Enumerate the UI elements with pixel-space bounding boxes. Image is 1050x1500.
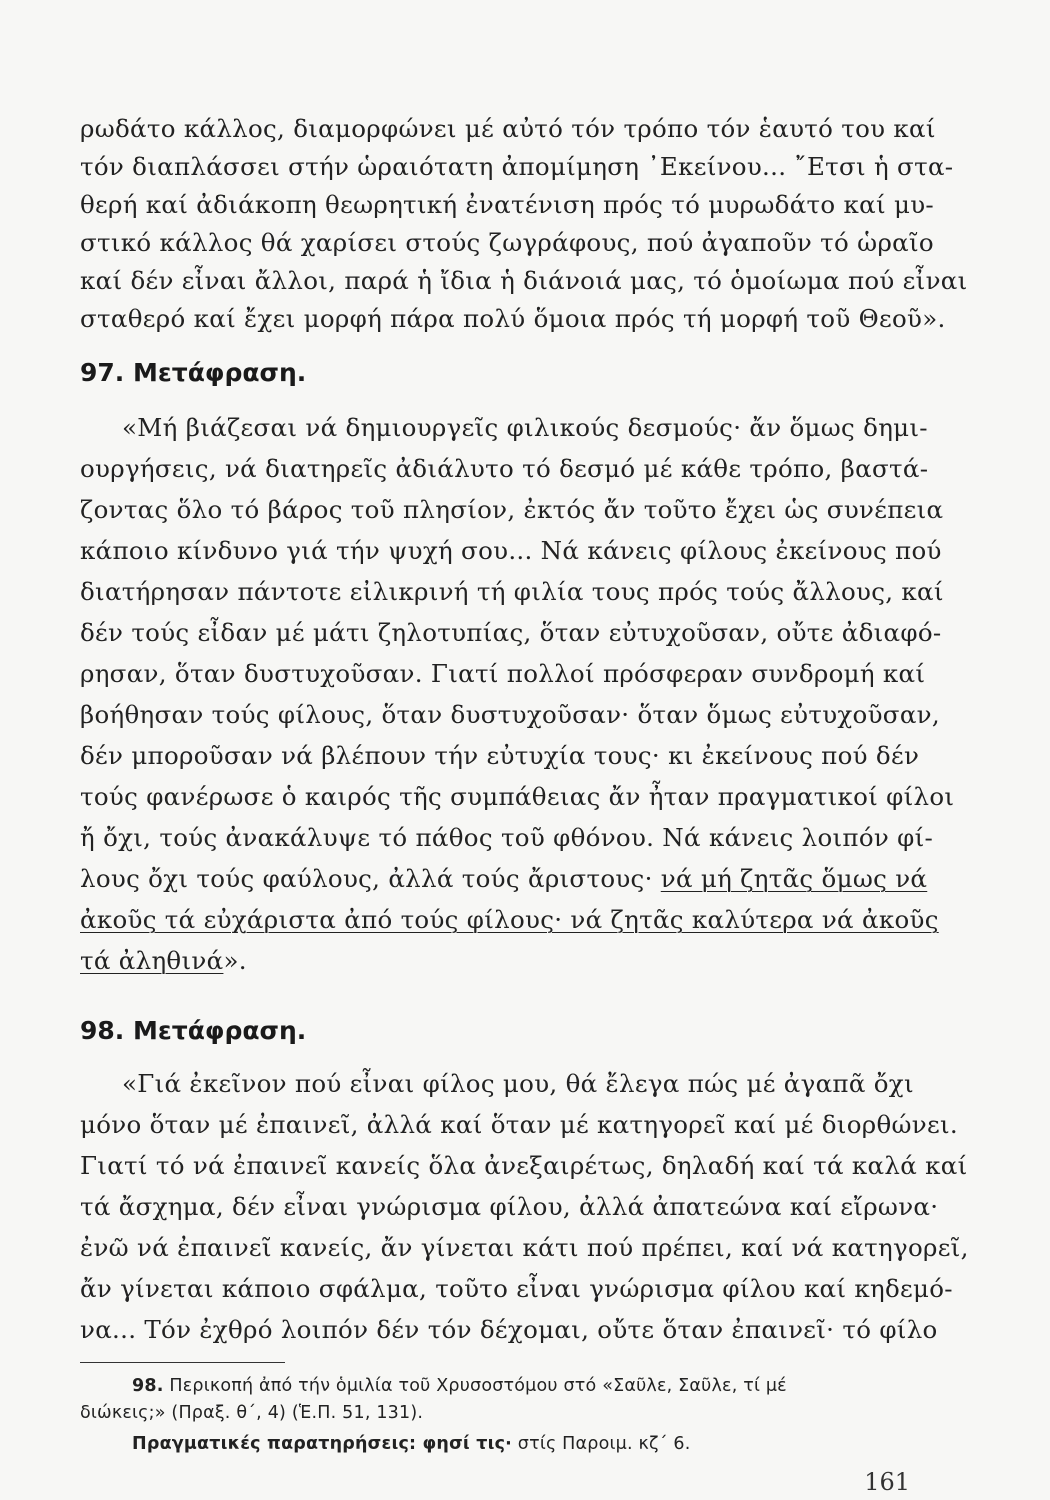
section-98-line-1: «Γιά ἐκεῖνον πού εἶναι φίλος μου, θά ἔλεγα πώς μέ ἀγαπᾶ ὄχι [122,1069,914,1098]
section-97-line-14 [80,946,960,975]
continuation-line-1: ρωδάτο κάλλος, διαμορφώνει μέ αὐτό τόν τρόπο τόν ἑαυτό του καί [80,114,936,143]
section-98-line-6: ἄν γίνεται κάποιο σφάλμα, τοῦτο εἶναι γνώρισμα φίλου καί κηδεμό- [80,1274,953,1303]
continuation-line-3: θερή καί ἀδιάκοπη θεωρητική ἐνατένιση πρός τό μυρωδάτο καί μυ- [80,190,934,219]
footnote-line-3 [132,1436,960,1454]
section-98-line-7: να... Τόν ἐχθρό λοιπόν δέν τόν δέχομαι, οὔτε ὅταν ἐπαινεῖ· τό φίλο [80,1315,938,1344]
section-98-line-5: ἐνῶ νά ἐπαινεῖ κανείς, ἄν γίνεται κάτι πού πρέπει, καί νά κατηγορεῖ, [80,1233,969,1262]
section-98-line-2: μόνο ὅταν μέ ἐπαινεῖ, ἀλλά καί ὅταν μέ κατηγορεῖ καί μέ διορθώνει. [80,1110,958,1139]
section-97-line-2: ουργήσεις, νά διατηρεῖς ἀδιάλυτο τό δεσμό μέ κάθε τρόπο, βαστά- [80,454,929,483]
underlined-passage-end: τά ἀληθινά [80,946,224,975]
page-number: 161 [864,1468,910,1496]
footnote-line-1 [132,1378,960,1396]
section-98-line-3: Γιατί τό νά ἐπαινεῖ κανείς ὅλα ἀνεξαιρέτως, δηλαδή καί τά καλά καί [80,1151,968,1180]
underlined-passage-middle: ἀκοῦς τά εὐχάριστα ἀπό τούς φίλους· νά ζητᾶς καλύτερα νά ἀκοῦς [80,905,939,934]
footnote-separator [80,1362,285,1363]
section-97-line-7: ρησαν, ὅταν δυστυχοῦσαν. Γιατί πολλοί πρόσφεραν συνδρομή καί [80,659,926,688]
section-97-line-9: δέν μποροῦσαν νά βλέπουν τήν εὐτυχία τους· κι ἐκείνους πού δέν [80,741,920,770]
continuation-line-5: καί δέν εἶναι ἄλλοι, παρά ἡ ἴδια ἡ διάνοιά μας, τό ὁμοίωμα πού εἶναι [80,266,968,295]
continuation-line-2: τόν διαπλάσσει στήν ὡραιότατη ἀπομίμηση ᾿Εκείνου... ῎Ετσι ἡ στα- [80,152,954,181]
continuation-line-4: στικό κάλλος θά χαρίσει στούς ζωγράφους, πού ἀγαποῦν τό ὡραῖο [80,228,934,257]
section-97-line-6: δέν τούς εἶδαν μέ μάτι ζηλοτυπίας, ὅταν εὐτυχοῦσαν, οὔτε ἀδιαφό- [80,618,942,647]
section-97-line-8: βοήθησαν τούς φίλους, ὅταν δυστυχοῦσαν· ὅταν ὅμως εὐτυχοῦσαν, [80,700,940,729]
footnote-text-1: Περικοπή ἀπό τήν ὁμιλία τοῦ Χρυσοστόμου στό «Σαῦλε, Σαῦλε, τί μέ [163,1376,787,1396]
section-98-heading: 98. Μετάφραση. [80,1016,307,1045]
closing-quote: ». [223,946,247,975]
section-98-line-4: τά ἄσχημα, δέν εἶναι γνώρισμα φίλου, ἀλλά ἀπατεώνα καί εἴρωνα· [80,1192,939,1221]
section-97-line-13 [80,905,960,934]
section-97-line-11: ἤ ὄχι, τούς ἀνακάλυψε τό πάθος τοῦ φθόνου. Νά κάνεις λοιπόν φί- [80,823,934,852]
section-97-heading: 97. Μετάφραση. [80,358,307,387]
section-97-line-12-plain: λους ὄχι τούς φαύλους, ἀλλά τούς ἄριστους· [80,864,661,893]
underlined-passage-start: νά μή ζητᾶς ὅμως νά [660,864,928,893]
section-97-line-3: ζοντας ὅλο τό βάρος τοῦ πλησίον, ἐκτός ἄν τοῦτο ἔχει ὡς συνέπεια [80,495,944,524]
footnote-bold-label: Πραγματικές παρατηρήσεις: φησί τις· [132,1434,513,1454]
continuation-line-6: σταθερό καί ἔχει μορφή πάρα πολύ ὅμοια πρός τή μορφή τοῦ Θεοῦ». [80,304,946,333]
section-97-line-5: διατήρησαν πάντοτε εἰλικρινή τή φιλία τους πρός τούς ἄλλους, καί [80,577,944,606]
footnote-line-2: διώκεις;» (Πραξ. θ΄, 4) (Ἑ.Π. 51, 131). [80,1403,424,1423]
section-97-line-10: τούς φανέρωσε ὁ καιρός τῆς συμπάθειας ἄν ἦταν πραγματικοί φίλοι [80,782,955,811]
section-97-line-1: «Μή βιάζεσαι νά δημιουργεῖς φιλικούς δεσμούς· ἄν ὅμως δημι- [122,413,928,442]
section-97-line-12 [80,864,960,893]
section-97-line-4: κάποιο κίνδυνο γιά τήν ψυχή σου... Νά κάνεις φίλους ἐκείνους πού [80,536,942,565]
footnote-text-3: στίς Παροιμ. κζ΄ 6. [512,1434,691,1454]
footnote-number: 98. [132,1376,164,1396]
